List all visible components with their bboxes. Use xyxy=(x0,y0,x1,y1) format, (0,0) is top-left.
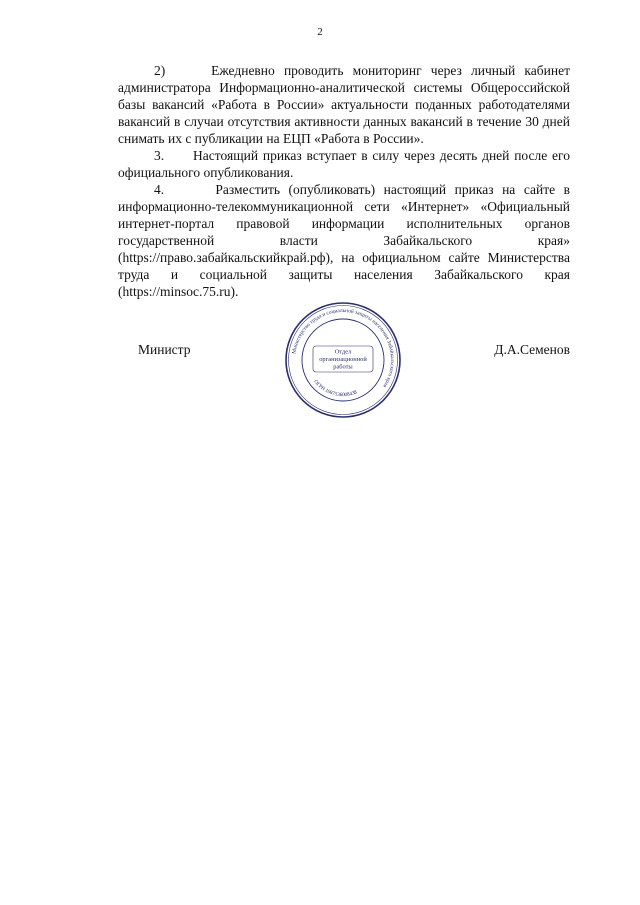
official-seal xyxy=(283,300,403,420)
text-line: 4. Разместить (опубликовать) настоящий приказ на сайте в xyxy=(154,182,570,197)
signatory-title: Министр xyxy=(138,342,191,357)
seal-center-line-3: работы xyxy=(333,363,353,371)
text-line: 2) Ежедневно проводить мониторинг через личный кабинет xyxy=(154,63,570,78)
paragraph-effective-date xyxy=(118,147,570,181)
paragraph-monitoring xyxy=(118,62,570,147)
page-number: 2 xyxy=(317,26,323,38)
text-line: интернет-портал правовой информации исполнительных органов xyxy=(118,216,570,231)
text-line: вакансий в случаи отсутствия активности данных вакансий в течение 30 дней xyxy=(118,114,570,129)
text-line: информационно-телекоммуникационной сети «Интернет» «Официальный xyxy=(118,199,570,214)
text-line: (https://minsoc.75.ru). xyxy=(118,284,239,299)
text-line: 3. Настоящий приказ вступает в силу через десять дней после его xyxy=(154,148,570,163)
signatory-name: Д.А.Семенов xyxy=(494,342,570,357)
document-body xyxy=(118,62,570,300)
seal-ogrn-text: ОГРН 1087536008438 xyxy=(312,378,359,399)
text-line: администратора Информационно-аналитической системы Общероссийской xyxy=(118,80,570,95)
text-line: базы вакансий «Работа в России» актуальности поданных работодателями xyxy=(118,97,570,112)
text-line: государственной власти Забайкальского края» xyxy=(118,233,570,248)
seal-center-line-2: организационной xyxy=(319,356,367,363)
seal-center-line-1: Отдел xyxy=(334,348,352,356)
text-line: (https://право.забайкальскийкрай.рф), на официальном сайте Министерства xyxy=(118,250,570,265)
text-line: снимать их с публикации на ЕЦП «Работа в России». xyxy=(118,131,424,146)
text-line: официального опубликования. xyxy=(118,165,294,180)
seal-ring-text: Министерство труда и социальной защиты населения Забайкальского края xyxy=(291,307,396,389)
paragraph-publication xyxy=(118,181,570,300)
text-line: труда и социальной защиты населения Забайкальского края xyxy=(118,267,570,282)
